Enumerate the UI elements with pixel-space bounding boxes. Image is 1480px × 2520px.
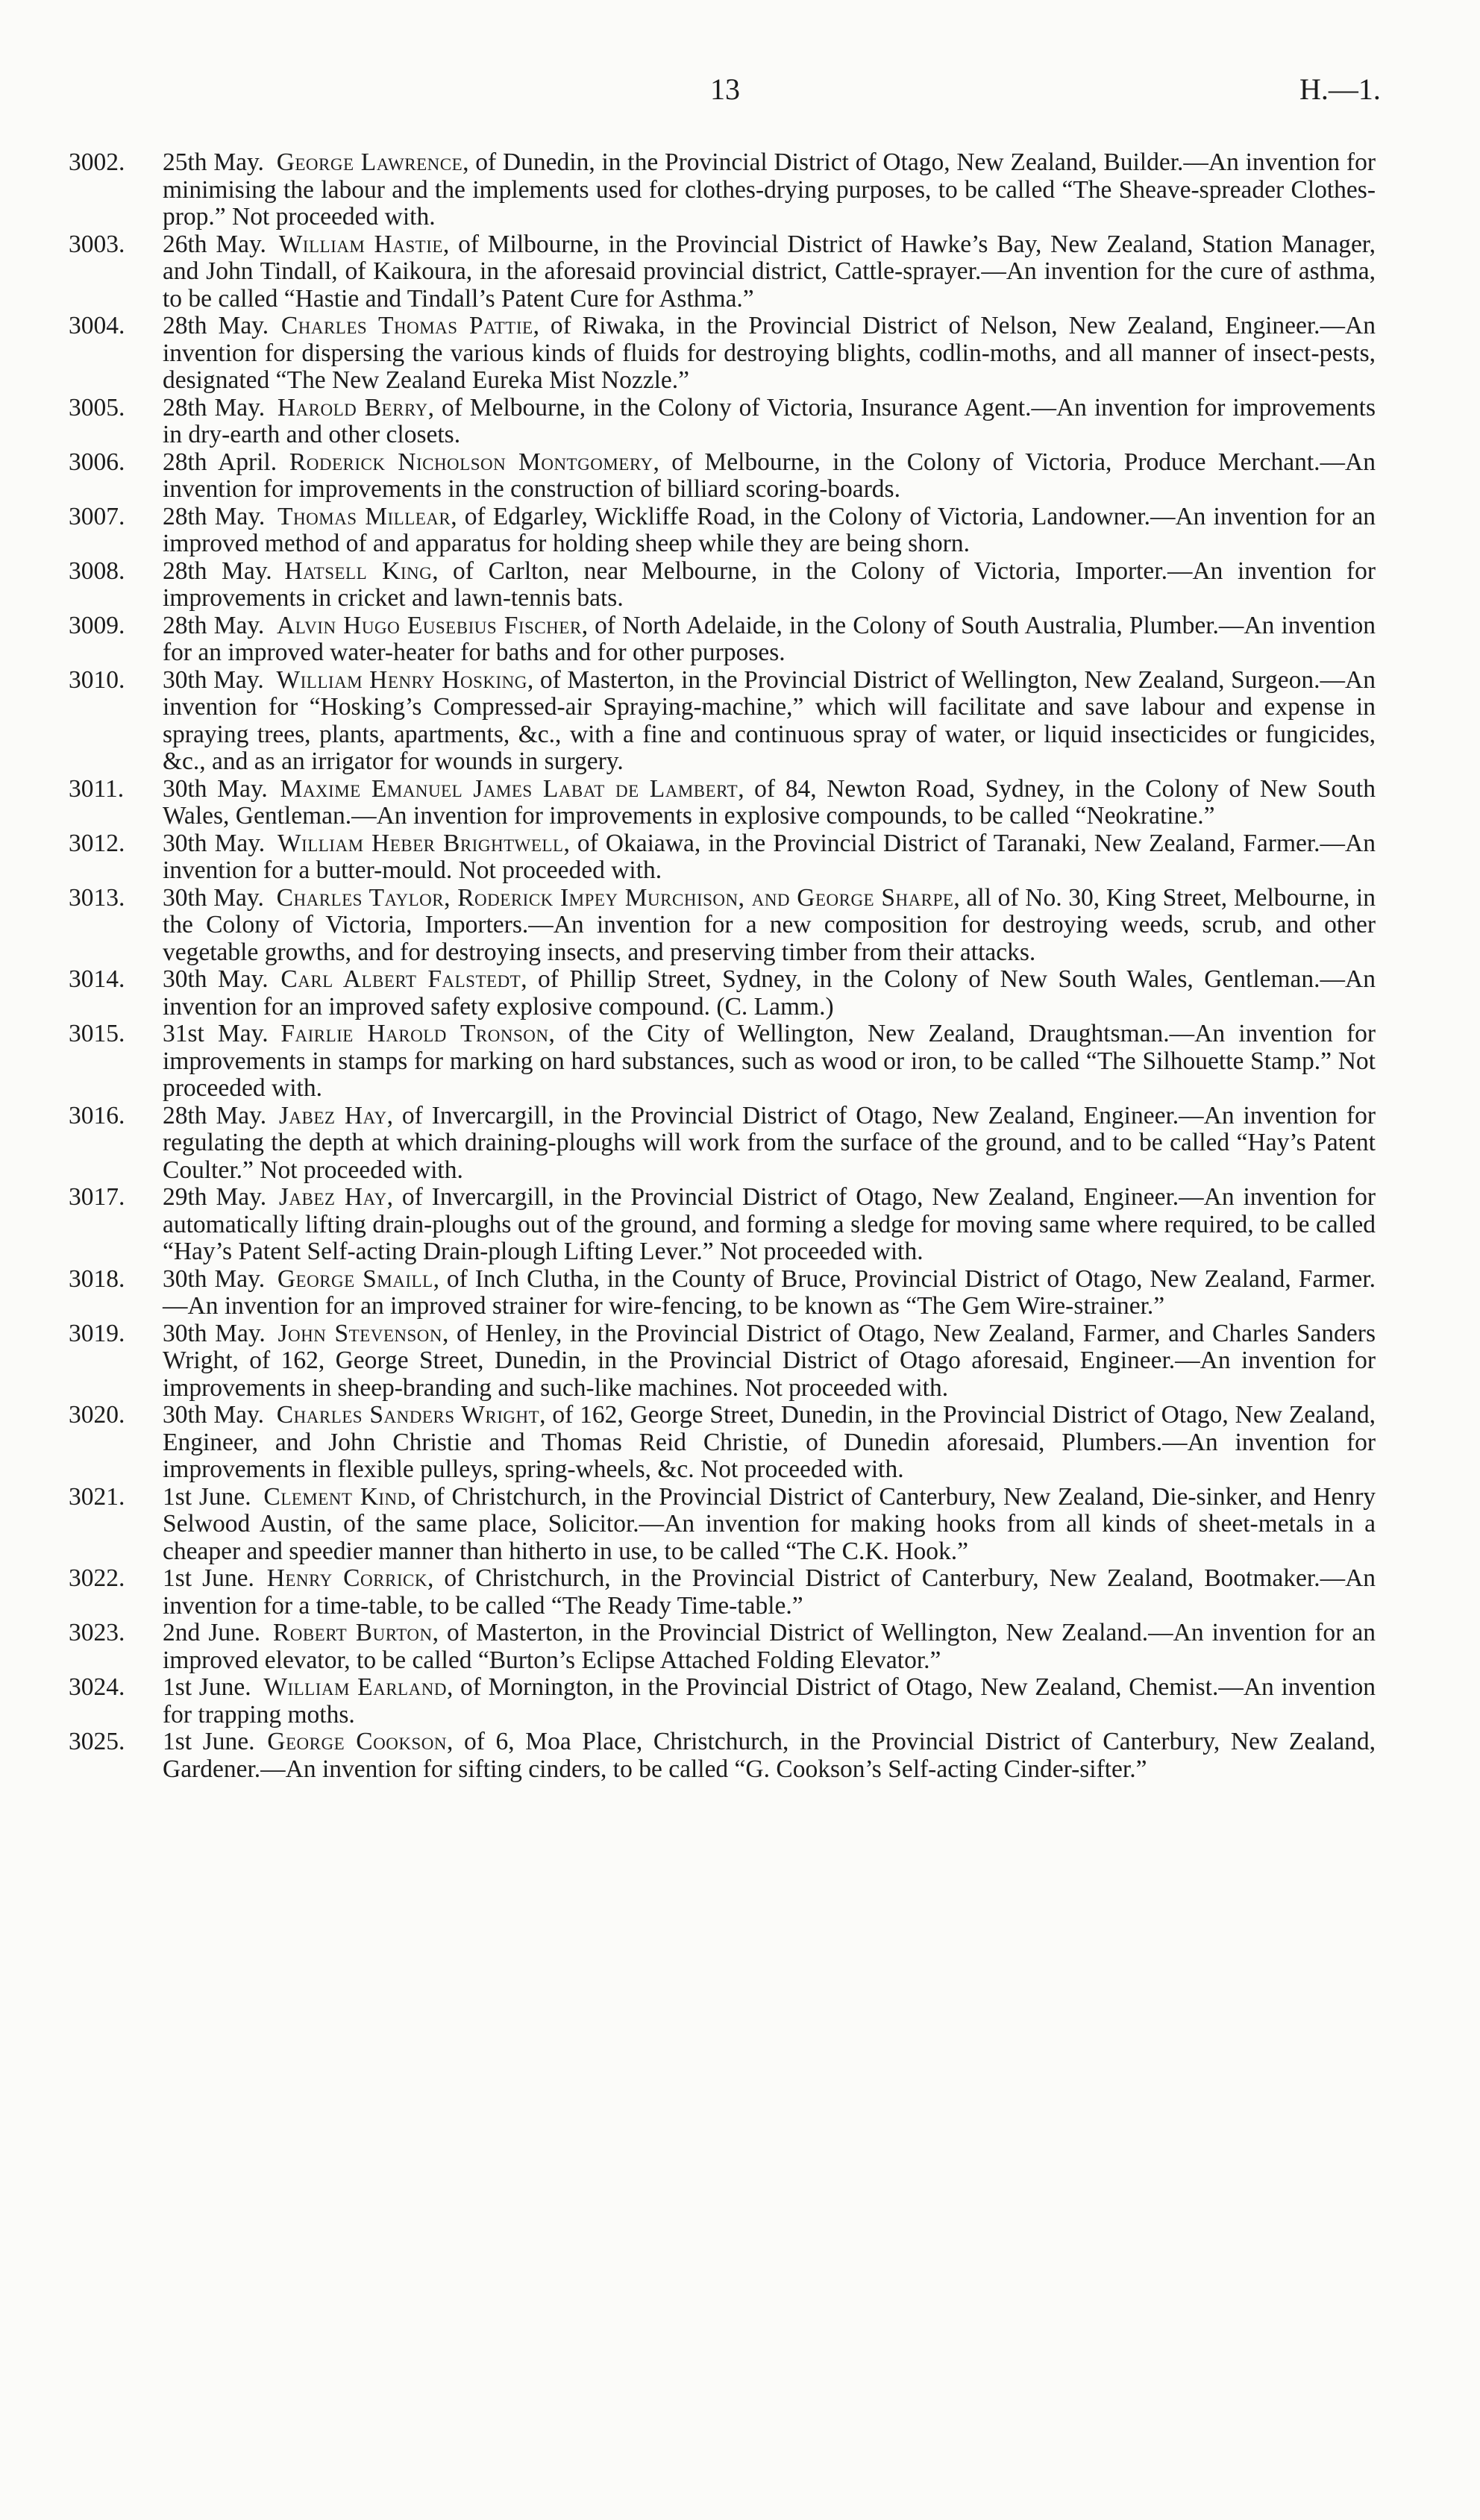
- entry-number: 3002.: [69, 148, 125, 176]
- entry-date: 28th May.: [163, 393, 266, 421]
- entry-date: 30th May.: [163, 665, 264, 694]
- entry-date: 28th May.: [163, 557, 272, 585]
- section-code: H.—1.: [1299, 72, 1381, 106]
- entry-number: 3005.: [69, 393, 125, 421]
- entry-description: , of Masterton, in the Provincial District of Wellington, New Zealand, Surgeon.—An invention for “Hosking’s Compressed-air Spraying-machine,” which will facilitate and save labour and expense in spraying trees, plants, apartments, &c., with a fine and continuous spray of water, or liquid insecticides or fungicides, &c., and as an irrigator for wounds in surgery.: [163, 665, 1376, 775]
- entry-number: 3016.: [69, 1101, 125, 1129]
- applicant-name: Charles Sanders Wright: [276, 1401, 540, 1429]
- entry-description: , of Invercargill, in the Provincial District of Otago, New Zealand, Engineer.—An invention for automatically lifting drain-ploughs out of the ground, and forming a sledge for moving same where required, to be called “Hay’s Patent Self-acting Drain-plough Lifting Lever.” Not proceeded with.: [163, 1183, 1376, 1265]
- patent-entry: [69, 1266, 1376, 1320]
- entry-number: 3022.: [69, 1564, 125, 1592]
- entry-date: 1st June.: [163, 1673, 251, 1701]
- applicant-name: Henry Corrick: [266, 1564, 427, 1592]
- applicant-name: Robert Burton: [272, 1619, 433, 1646]
- patent-entry: [69, 1674, 1376, 1728]
- applicant-name: William Henry Hosking: [276, 665, 527, 694]
- patent-entry: [69, 612, 1376, 667]
- entry-description: , of Milbourne, in the Provincial District of Hawke’s Bay, New Zealand, Station Manager, and John Tindall, of Kaikoura, in the aforesaid provincial district, Cattle-sprayer.—An invention for the cure of asthma, to be called “Hastie and Tindall’s Patent Cure for Asthma.”: [163, 230, 1376, 313]
- entry-number: 3004.: [69, 312, 125, 339]
- entry-number: 3015.: [69, 1020, 125, 1047]
- entry-number: 3017.: [69, 1183, 125, 1211]
- entry-number: 3009.: [69, 611, 125, 639]
- entry-description: , of Masterton, in the Provincial District of Wellington, New Zealand.—An invention for an improved elevator, to be called “Burton’s Eclipse Attached Folding Elevator.”: [163, 1619, 1376, 1674]
- entry-date: 25th May.: [163, 148, 264, 176]
- applicant-name: Charles Taylor, Roderick Impey Murchison, and George Sharpe: [276, 883, 954, 912]
- patent-entry: [69, 966, 1376, 1021]
- entry-number: 3021.: [69, 1482, 125, 1511]
- applicant-name: Alvin Hugo Eusebius Fischer: [277, 611, 582, 639]
- patent-entry: [69, 1728, 1376, 1783]
- patent-entry: [69, 149, 1376, 231]
- patent-entry: [69, 504, 1376, 558]
- entry-description: , all of No. 30, King Street, Melbourne, in the Colony of Victoria, Importers.—An invention for a new composition for destroying weeds, scrub, and other vegetable growths, and for destroying insects, and preserving timber from their attacks.: [163, 883, 1376, 966]
- entry-description: , of Inch Clutha, in the County of Bruce, Provincial District of Otago, New Zealand, Farmer.—An invention for an improved strainer for wire-fencing, to be known as “The Gem Wire-strainer.”: [163, 1264, 1376, 1320]
- entry-description: , of Melbourne, in the Colony of Victoria, Produce Merchant.—An invention for improvements in the construction of billiard scoring-boards.: [163, 448, 1376, 503]
- entry-date: 30th May.: [163, 1319, 266, 1347]
- applicant-name: George Smaill: [277, 1264, 433, 1293]
- patent-entry: [69, 1320, 1376, 1402]
- page-number: 13: [710, 72, 740, 106]
- entry-date: 30th May.: [163, 829, 266, 857]
- patent-entry: [69, 1021, 1376, 1103]
- patent-entry: [69, 1565, 1376, 1620]
- entry-number: 3006.: [69, 448, 125, 476]
- entry-number: 3020.: [69, 1401, 125, 1429]
- entry-description: , of Dunedin, in the Provincial District of Otago, New Zealand, Builder.—An invention for minimising the labour and the implements used for clothes-drying purposes, to be called “The Sheave-spreader Clothes-prop.” Not proceeded with.: [163, 148, 1376, 231]
- applicant-name: Charles Thomas Pattie: [280, 312, 533, 339]
- applicant-name: John Stevenson: [278, 1319, 442, 1347]
- patent-entry: [69, 395, 1376, 449]
- entry-number: 3014.: [69, 965, 125, 993]
- applicant-name: Roderick Nicholson Montgomery: [289, 448, 653, 476]
- applicant-name: Harold Berry: [277, 393, 428, 421]
- entry-number: 3013.: [69, 883, 125, 912]
- patent-entry: [69, 885, 1376, 967]
- entry-date: 28th May.: [163, 1101, 267, 1129]
- entry-description: , of Melbourne, in the Colony of Victoria, Insurance Agent.—An invention for improvements in dry-earth and other closets.: [163, 393, 1376, 448]
- entry-date: 26th May.: [163, 230, 266, 258]
- entry-number: 3011.: [69, 774, 125, 803]
- entry-number: 3024.: [69, 1673, 125, 1701]
- entry-number: 3023.: [69, 1619, 125, 1646]
- entry-number: 3008.: [69, 557, 125, 585]
- entry-date: 1st June.: [163, 1728, 255, 1755]
- entry-description: , of Carlton, near Melbourne, in the Colony of Victoria, Importer.—An invention for improvements in cricket and lawn-tennis bats.: [163, 557, 1376, 612]
- patent-entry: [69, 830, 1376, 885]
- applicant-name: Hatsell King: [284, 557, 433, 585]
- patent-entry: [69, 667, 1376, 776]
- entry-date: 1st June.: [163, 1482, 251, 1511]
- applicant-name: Jabez Hay: [278, 1183, 387, 1211]
- entry-description: , of 84, Newton Road, Sydney, in the Colony of New South Wales, Gentleman.—An invention for improvements in explosive compounds, to be called “Neokratine.”: [163, 774, 1376, 830]
- applicant-name: Fairlie Harold Tronson: [280, 1020, 549, 1047]
- entry-date: 29th May.: [163, 1183, 267, 1211]
- entry-number: 3025.: [69, 1728, 125, 1755]
- entry-description: , of 6, Moa Place, Christchurch, in the Provincial District of Canterbury, New Zealand, Gardener.—An invention for sifting cinders, to be called “G. Cookson’s Self-acting Cinder-sifter.”: [163, 1728, 1376, 1783]
- entry-number: 3003.: [69, 230, 125, 258]
- patent-entry: [69, 231, 1376, 313]
- applicant-name: Maxime Emanuel James Labat de Lambert: [280, 774, 739, 803]
- patent-entry: [69, 1103, 1376, 1185]
- entry-description: , of North Adelaide, in the Colony of South Australia, Plumber.—An invention for an improved water-heater for baths and for other purposes.: [163, 611, 1376, 666]
- entry-number: 3018.: [69, 1264, 125, 1293]
- entry-date: 2nd June.: [163, 1619, 261, 1646]
- entry-description: , of the City of Wellington, New Zealand, Draughtsman.—An invention for improvements in stamps for marking on hard substances, such as wood or iron, to be called “The Silhouette Stamp.” Not proceeded with.: [163, 1020, 1376, 1102]
- patent-entry: [69, 1484, 1376, 1566]
- entry-description: , of Riwaka, in the Provincial District of Nelson, New Zealand, Engineer.—An invention for dispersing the various kinds of fluids for destroying blights, codlin-moths, and all manner of insect-pests, designated “The New Zealand Eureka Mist Nozzle.”: [163, 312, 1376, 394]
- patent-entry: [69, 1402, 1376, 1484]
- entry-description: , of Edgarley, Wickliffe Road, in the Colony of Victoria, Landowner.—An invention for an improved method of and apparatus for holding sheep while they are being shorn.: [163, 502, 1376, 557]
- entry-date: 30th May.: [163, 1264, 266, 1293]
- entry-date: 28th April.: [163, 448, 278, 476]
- patent-entry: [69, 449, 1376, 504]
- patent-entry: [69, 558, 1376, 612]
- entry-description: , of Invercargill, in the Provincial District of Otago, New Zealand, Engineer.—An invention for regulating the depth at which draining-ploughs will work from the surface of the ground, and to be called “Hay’s Patent Coulter.” Not proceeded with.: [163, 1101, 1376, 1184]
- applicant-name: Carl Albert Falstedt: [280, 965, 521, 993]
- applicant-name: William Heber Brightwell: [277, 829, 564, 857]
- entry-number: 3010.: [69, 665, 125, 694]
- entry-number: 3012.: [69, 829, 125, 857]
- entry-date: 31st May.: [163, 1020, 269, 1047]
- patent-entries-list: [69, 149, 1376, 1783]
- entry-description: , of Phillip Street, Sydney, in the Colony of New South Wales, Gentleman.—An invention for an improved safety explosive compound. (C. Lamm.): [163, 965, 1376, 1021]
- entry-date: 28th May.: [163, 611, 265, 639]
- entry-description: , of 162, George Street, Dunedin, in the Provincial District of Otago, New Zealand, Engineer, and John Christie and Thomas Reid Christie, of Dunedin aforesaid, Plumbers.—An invention for improvements in flexible pulleys, spring-wheels, &c. Not proceeded with.: [163, 1401, 1376, 1483]
- entry-date: 30th May.: [163, 883, 264, 912]
- applicant-name: Thomas Millear: [278, 502, 451, 530]
- patent-entry: [69, 1620, 1376, 1674]
- patent-entry: [69, 776, 1376, 830]
- entry-date: 1st June.: [163, 1564, 254, 1592]
- applicant-name: William Earland: [263, 1673, 447, 1701]
- entry-date: 28th May.: [163, 312, 269, 339]
- entry-number: 3007.: [69, 502, 125, 530]
- applicant-name: George Cookson: [267, 1728, 447, 1755]
- entry-date: 30th May.: [163, 1401, 264, 1429]
- patent-entry: [69, 1184, 1376, 1266]
- applicant-name: George Lawrence: [276, 148, 463, 176]
- entry-number: 3019.: [69, 1319, 125, 1347]
- entry-description: , of Christchurch, in the Provincial District of Canterbury, New Zealand, Die-sinker, and Henry Selwood Austin, of the same place, Solicitor.—An invention for making hooks from all kinds of sheet-metals in a cheaper and speedier manner than hitherto in use, to be called “The C.K. Hook.”: [163, 1482, 1376, 1565]
- applicant-name: William Hastie: [278, 230, 443, 258]
- patent-entry: [69, 313, 1376, 395]
- entry-description: , of Okaiawa, in the Provincial District of Taranaki, New Zealand, Farmer.—An invention for a butter-mould. Not proceeded with.: [163, 829, 1376, 884]
- entry-date: 30th May.: [163, 965, 269, 993]
- applicant-name: Jabez Hay: [278, 1101, 387, 1129]
- entry-date: 28th May.: [163, 502, 266, 530]
- entry-date: 30th May.: [163, 774, 268, 803]
- applicant-name: Clement Kind: [263, 1482, 410, 1511]
- entry-description: , of Christchurch, in the Provincial District of Canterbury, New Zealand, Bootmaker.—An invention for a time-table, to be called “The Ready Time-table.”: [163, 1564, 1376, 1620]
- entry-description: , of Mornington, in the Provincial District of Otago, New Zealand, Chemist.—An invention for trapping moths.: [163, 1673, 1376, 1728]
- entry-description: , of Henley, in the Provincial District of Otago, New Zealand, Farmer, and Charles Sanders Wright, of 162, George Street, Dunedin, in the Provincial District of Otago aforesaid, Engineer.—An invention for improvements in sheep-branding and such-like machines. Not proceeded with.: [163, 1319, 1376, 1402]
